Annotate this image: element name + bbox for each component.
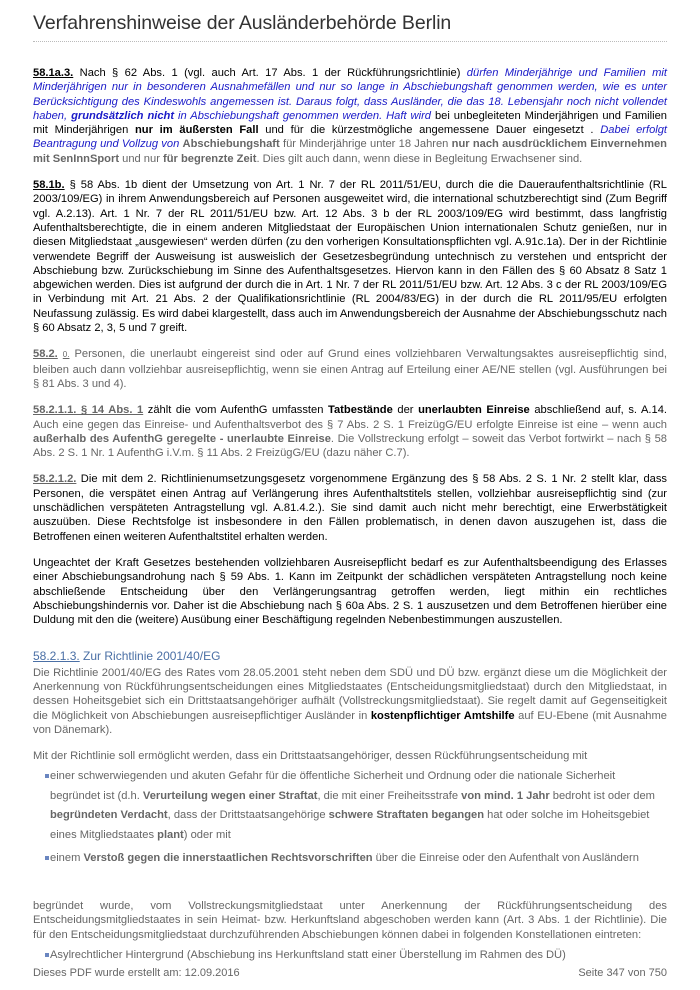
text: Asylrechtlicher Hintergrund (Abschiebung ins Herkunftsland statt einer Überstellung im Rahmen des DÜ) [50, 948, 566, 961]
highlight-text: in Abschiebungshaft genommen werden. Haft wird [174, 109, 431, 122]
gray-bold: Abschiebungshaft [182, 138, 280, 151]
paragraph-lead: Mit der Richtlinie soll ermöglicht werden, dass ein Drittstaatsangehöriger, dessen Rückführungsentscheidung mit [33, 750, 588, 763]
gray-bold: nur nach ausdrücklichem Einvernehmen mit SenInnSport [33, 138, 667, 165]
text: einem [50, 852, 84, 865]
bold-text: kostenpflichtiger Amtshilfe [370, 709, 515, 722]
list-item [33, 849, 667, 869]
gray-text: und nur [119, 152, 164, 165]
bold-text: nur im äußersten Fall [135, 124, 259, 137]
bold-text: schwere Straftaten begangen [328, 809, 485, 822]
text: , die mit einer Freiheitsstrafe [317, 789, 462, 802]
bold-text: Tatbestände [328, 404, 393, 417]
text: § 58 Abs. 1b dient der Umsetzung von Art. 1 Nr. 7 der RL 2011/51/EU, durch die die Daueraufenthaltsrichtlinie (RL 2003/109/EG) in ihrem Anwendungsbereich auf Personen ausgeweitet wird, die international schutzberechtigt sind (Zum Begriff vgl. A.2.13). Art. 1 Nr. 7 der RL 2011/51/EU bzw. Art. 12 Abs. 3 b der RL 2003/109/EG wird bestimmt, dass langfristig Aufenthaltsberechtigte, die in einem anderen Mitgliedstaat der Europäischen Union internationalen Schutz genießen, nur in diesen Mitgliedstaat „ausgewiesen“ werden dürfen (zu den vorherigen Konsultationspflichten vgl. A.91c.1a). Der in der Richtlinie verwendete Begriff der Ausweisung ist ausweislich der Gesetzesbegründung untechnisch zu verstehen und entspricht der Abschiebung bzw. Zurückschiebung im Sinne des Aufenthaltsgesetzes. Hiervon kann in den Fällen des § 60 Absatz 8 Satz 1 abgewichen werden. Dies ist aufgrund der durch die in Art. 1 Nr. 7 der RL 2011/51/EU bzw. Art. 12 Abs. 3 c der RL 2003/109/EG in Verbindung mit Art. 21 Abs. 2 der Qualifikationsrichtlinie (RL 2004/83/EG) in der durch die RL 2011/95/EU erfolgten Neufassung zulässig. Es wird dabei klargestellt, dass auch im Anwendungsbereich der Ausnahme der Abschiebungsschutz nach § 60 Absatz 2, 3, 5 und 7 greift. [33, 179, 667, 335]
bullet-icon [45, 856, 49, 860]
text: hat oder solche im Hoheitsgebiet eines Mitgliedstaates [50, 809, 650, 841]
page-footer [33, 967, 667, 979]
bold-text: begründeten Verdacht [50, 809, 168, 822]
bold-text: plant [157, 828, 184, 841]
paragraph-duldung: Ungeachtet der Kraft Gesetzes bestehenden vollziehbaren Ausreisepflicht bedarf es zur Aufenthaltsbeendigung des Erlasses einer Abschiebungsandrohung nach § 59 Abs. 1. Kann im Zeitpunkt der schädlichen verspäteten Antragstellung noch keine abschließende Entscheidung über den Verlängerungsantrag getroffen werden, liegt mithin ein rechtliches Abschiebungshindernis vor. Daher ist die Abschiebung nach § 60a Abs. 2 S. 1 auszusetzen und dem Betroffenen hierüber eine Duldung mit den die (weitere) Ausübung einer Beschäftigung regelnden Nebenbestimmungen auszustellen. [33, 556, 667, 627]
page-title: Verfahrenshinweise der Ausländerbehörde Berlin [33, 12, 667, 42]
paragraph-58-1b [33, 178, 667, 335]
bold-text: unerlaubten Einreise [418, 404, 530, 417]
sub-ref: 0. [62, 350, 70, 360]
paragraph-richtlinie-intro [33, 666, 667, 737]
text: ) oder mit [183, 828, 231, 841]
section-ref: 58.2.1.1. § 14 Abs. 1 [33, 404, 144, 417]
paragraph-tail: begründet wurde, vom Vollstreckungsmitgliedstaat unter Anerkennung der Rückführungsentscheidung des Entscheidungsmitgliedstaates in sein Heimat- bzw. Herkunftsland abgeschoben werden kann (Art. 3 Abs. 1 der Richtlinie). Die für den Entscheidungsmitgliedstaat durchzuführenden Abschiebungen können dabei in folgenden Konstellationen eintreten: [33, 899, 667, 941]
gray-text: Auch eine gegen das Einreise- und Aufenthaltsverbot des § 7 Abs. 2 S. 1 FreizügG/EU erfolgte Einreise ist eine – wenn auch [33, 418, 667, 431]
list-item [33, 767, 667, 845]
gray-text: . Die Vollstreckung erfolgt – soweit das Verbot fortwirkt – nach § 58 Abs. 2 S. 1 Nr. 1 AufenthG i.V.m. § 11 Abs. 2 FreizügG/EU (dazu näher C.7). [33, 432, 667, 460]
bold-text: von mind. 1 Jahr [461, 789, 550, 802]
bullet-list [33, 767, 667, 869]
document-body [33, 66, 667, 975]
section-number[interactable]: 58.2.1.3. [33, 649, 80, 664]
text: bei unbegleiteten Minderjährigen und Familien mit Minderjährigen [33, 109, 667, 137]
text: Die mit dem 2. Richtlinienumsetzungsgesetz vorgenommene Ergänzung des § 58 Abs. 2 S. 1 Nr. 2 stellt klar, dass Personen, die verspätet einen Antrag auf Verlängerung ihres Aufenthaltstitels stellen, vollziehbar ausreisepflichtig sind (zur unschädlichen verspäteten Antragstellung vgl. A.81.4.2.). Sie sind damit auch nicht mehr berechtigt, eine Erwerbstätigkeit auszuüben. Diese Rechtsfolge ist insbesondere in den Fällen problematisch, in denen davon auszugehen ist, dass die Betroffenen einen weiteren Aufenthaltstitel erhalten werden. [33, 473, 667, 543]
bold-text: Verurteilung wegen einer Straftat [142, 789, 318, 802]
text: zählt die vom AufenthG umfassten [143, 404, 328, 417]
text: , dass der Drittstaatsangehörige [167, 809, 329, 822]
bullet-icon [45, 774, 49, 778]
highlight-text: Dabei erfolgt Beantragung und Vollzug von [33, 124, 668, 151]
text: Personen, die unerlaubt eingereist sind oder auf Grund eines vollziehbaren Verwaltungsaktes ausreisepflichtig sind, bleiben auch dann vollziehbar ausreisepflichtig, wenn sie einen Antrag auf Erteilung einer AE/NE stellen (vgl. Ausführungen bei § 81 Abs. 3 und 4). [33, 348, 667, 390]
section-ref: 58.1b. [33, 179, 65, 192]
text: einer schwerwiegenden und akuten Gefahr für die öffentliche Sicherheit und Ordnung oder die nationale Sicherheit begründet ist (d.h. [50, 770, 616, 802]
text: über die Einreise oder den Aufenthalt von Ausländern [372, 852, 639, 865]
text: Die Richtlinie 2001/40/EG des Rates vom 28.05.2001 steht neben dem SDÜ und DÜ bzw. ergänzt diese um die Möglichkeit der Anerkennung von Rückführungsentscheidungen eines Mitgliedstaates (Entscheidungsmitgliedstaat) durch den Mitgliedstaat, in dessen Hoheitsgebiet sich ein Drittstaatsangehöriger aufhält (Vollstreckungsmitgliedstaat). Sie regelt damit auf Gegenseitigkeit die Möglichkeit von Abschiebungen ausreisepflichtiger Ausländer in [33, 666, 667, 722]
gray-bold: außerhalb des AufenthG geregelte - unerlaubte Einreise [33, 432, 331, 445]
page-number: Seite 347 von 750 [578, 967, 667, 979]
bullet-icon [45, 953, 49, 957]
gray-text: für Minderjährige unter 18 Jahren [279, 138, 452, 151]
bold-text: Verstoß gegen die innerstaatlichen Rechtsvorschriften [83, 852, 373, 865]
section-title: Zur Richtlinie 2001/40/EG [79, 649, 221, 664]
bullet-list [33, 946, 667, 966]
paragraph-58-2-1-1 [33, 403, 667, 460]
section-ref: 58.2.1.2. [33, 473, 77, 486]
text: abschließend auf, s. A.14. [529, 404, 667, 417]
highlight-text: dürfen Minderjährige und Familien mit Minderjährigen nur in besonderen Ausnahmefällen und nur so lange in Abschiebungshaft genommen werden, wie es unter Berücksichtigung des Kindeswohls angemessen ist. Daraus folgt, dass Ausländer, die das 18. Lebensjahr noch nicht vollendet haben, [33, 67, 667, 122]
list-item [33, 946, 667, 966]
section-ref: 58.2. [33, 348, 58, 361]
paragraph-58-2 [33, 347, 667, 391]
section-heading [33, 649, 667, 663]
text: auf EU-Ebene (mit Ausnahme von Dänemark). [33, 709, 667, 736]
created-date: Dieses PDF wurde erstellt am: 12.09.2016 [33, 967, 240, 979]
paragraph-58-2-1-2 [33, 472, 667, 543]
gray-bold: für begrenzte Zeit [163, 152, 257, 165]
paragraph-58-1a-3 [33, 66, 667, 166]
text: bedroht ist oder dem [549, 789, 655, 802]
highlight-bold: grundsätzlich nicht [71, 109, 175, 122]
text: der [392, 404, 419, 417]
text: Nach § 62 Abs. 1 (vgl. auch Art. 17 Abs. 1 der Rückführungsrichtlinie) [73, 67, 467, 79]
section-ref: 58.1a.3. [33, 67, 74, 79]
text: und für die kürzestmögliche angemessene Dauer eingesetzt . [258, 124, 594, 137]
gray-text: . Dies gilt auch dann, wenn diese in Begleitung Erwachsener sind. [256, 152, 583, 165]
